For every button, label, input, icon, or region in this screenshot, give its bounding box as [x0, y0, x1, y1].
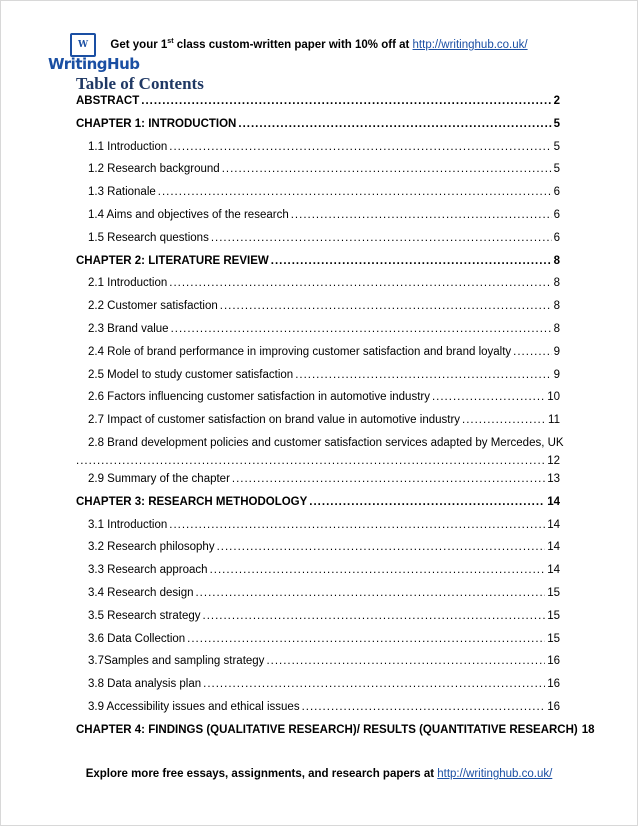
toc-entry-label: 2.4 Role of brand performance in improving customer satisfaction and brand loyalty — [88, 345, 512, 358]
toc-entry-label: 3.3 Research approach — [88, 564, 208, 577]
toc-entry[interactable] — [76, 676, 560, 699]
toc-entry-page: 11 — [548, 414, 560, 427]
toc-entry-label: 3.7Samples and sampling strategy — [88, 655, 265, 668]
toc-entry[interactable] — [76, 471, 560, 494]
footer-text: Explore more free essays, assignments, and research papers at — [85, 768, 438, 780]
toc-leader-dots — [220, 300, 552, 312]
toc-entry[interactable] — [76, 585, 560, 608]
toc-leader-dots — [232, 473, 545, 485]
toc-entry-page: 10 — [547, 391, 560, 404]
toc-entry-page: 8 — [553, 254, 560, 267]
toc-entry-label: 3.8 Data analysis plan — [88, 678, 202, 691]
toc-entry[interactable] — [76, 207, 560, 230]
toc-leader-dots — [222, 163, 552, 175]
footer-link[interactable]: http://writinghub.co.uk/ — [437, 768, 553, 780]
toc-entry[interactable] — [76, 389, 560, 412]
toc-leader-dots — [210, 564, 546, 576]
toc-leader-dots — [203, 610, 546, 622]
toc-entry-page: 5 — [553, 140, 560, 153]
toc-entry-label: CHAPTER 1: INTRODUCTION — [76, 117, 237, 130]
toc-entry-label: 3.5 Research strategy — [88, 609, 201, 622]
header-link[interactable]: http://writinghub.co.uk/ — [412, 38, 528, 51]
toc-entry[interactable] — [76, 367, 560, 390]
toc-entry-label: 2.9 Summary of the chapter — [88, 472, 230, 485]
promo-header — [0, 38, 638, 51]
toc-entry[interactable] — [76, 653, 560, 676]
toc-entry-page: 16 — [547, 655, 560, 668]
toc-entry[interactable] — [76, 631, 560, 654]
toc-leader-dots — [141, 95, 551, 107]
toc-leader-dots — [169, 277, 551, 289]
toc-entry[interactable] — [76, 253, 560, 276]
header-superscript: st — [167, 38, 174, 45]
toc-entry-page: 14 — [547, 564, 560, 577]
toc-entry-page: 9 — [553, 368, 560, 381]
toc-entry[interactable] — [76, 93, 560, 116]
toc-entry-page: 2 — [553, 95, 560, 107]
header-text-before: Get your 1 — [110, 38, 168, 51]
toc-entry-label: 2.6 Factors influencing customer satisfaction in automotive industry — [88, 391, 430, 404]
toc-entry-page: 15 — [547, 586, 560, 599]
toc-entry-label: 2.8 Brand development policies and customer satisfaction services adapted by Mercedes, UK — [88, 436, 564, 449]
toc-entry-label: 1.5 Research questions — [88, 231, 209, 244]
toc-entry[interactable] — [76, 562, 560, 585]
toc-entry[interactable] — [76, 321, 560, 344]
toc-entry-label: 1.4 Aims and objectives of the research — [88, 208, 289, 221]
toc-leader-dots — [169, 519, 545, 531]
toc-entry-page: 16 — [547, 678, 560, 691]
toc-entry-label: 2.2 Customer satisfaction — [88, 300, 218, 313]
toc-leader-dots — [187, 633, 545, 645]
toc-entry-page: 13 — [547, 472, 560, 485]
toc-entry[interactable] — [76, 184, 560, 207]
toc-entry-page: 9 — [553, 345, 560, 358]
table-of-contents — [76, 93, 595, 745]
toc-entry-page: 6 — [553, 186, 560, 199]
toc-entry[interactable] — [76, 139, 560, 162]
toc-leader-dots — [462, 414, 546, 426]
toc-entry-label: CHAPTER 4: FINDINGS (QUALITATIVE RESEARCH)/ RESULTS (QUANTITATIVE RESEARCH) — [76, 723, 578, 736]
toc-entry-page: 15 — [547, 609, 560, 622]
toc-entry-page: 8 — [553, 277, 560, 290]
toc-entry[interactable] — [76, 608, 560, 631]
toc-leader-dots — [171, 323, 552, 335]
toc-entry-label: 2.1 Introduction — [88, 277, 168, 290]
toc-entry[interactable] — [76, 412, 560, 435]
toc-entry-label: ABSTRACT — [76, 95, 140, 107]
toc-entry-label: 3.2 Research philosophy — [88, 541, 215, 554]
toc-entry-label: 1.1 Introduction — [88, 140, 168, 153]
toc-entry-label: CHAPTER 3: RESEARCH METHODOLOGY — [76, 495, 308, 508]
toc-entry-page: 8 — [553, 300, 560, 313]
toc-entry-page: 14 — [547, 518, 560, 531]
toc-entry[interactable] — [76, 494, 560, 517]
toc-entry[interactable] — [76, 116, 560, 139]
toc-entry[interactable] — [76, 517, 560, 540]
toc-entry-label: 3.6 Data Collection — [88, 632, 186, 645]
toc-entry-page: 5 — [553, 163, 560, 176]
toc-entry-label: 1.3 Rationale — [88, 186, 156, 199]
toc-entry-page: 12 — [547, 454, 560, 467]
toc-leader-dots — [203, 678, 545, 690]
toc-leader-dots — [291, 209, 552, 221]
toc-entry-page: 6 — [553, 208, 560, 221]
toc-entry-label: 2.7 Impact of customer satisfaction on brand value in automotive industry — [88, 414, 461, 427]
toc-leader-dots — [169, 141, 551, 153]
toc-entry-page: 18 — [581, 723, 595, 736]
toc-leader-dots — [195, 587, 545, 599]
logo-wordmark: WritingHub — [48, 55, 140, 73]
toc-entry-page: 8 — [553, 322, 560, 335]
toc-leader-dots — [302, 701, 546, 713]
header-text-after: class custom-written paper with 10% off at — [173, 38, 413, 51]
toc-entry[interactable] — [76, 435, 564, 471]
toc-leader-dots — [238, 118, 551, 130]
toc-entry-label: 1.2 Research background — [88, 163, 220, 176]
toc-entry[interactable] — [76, 275, 560, 298]
toc-entry[interactable] — [76, 539, 560, 562]
toc-entry-label: 2.5 Model to study customer satisfaction — [88, 368, 294, 381]
toc-leader-dots — [158, 186, 552, 198]
toc-leader-dots — [217, 541, 546, 553]
toc-leader-dots — [266, 655, 545, 667]
toc-entry[interactable] — [76, 298, 560, 321]
toc-entry[interactable] — [76, 230, 560, 253]
toc-entry[interactable] — [76, 722, 595, 745]
promo-footer — [0, 768, 638, 780]
toc-entry-label: 3.4 Research design — [88, 586, 194, 599]
toc-entry-label: 3.9 Accessibility issues and ethical issues — [88, 700, 300, 713]
toc-leader-dots — [76, 455, 545, 467]
toc-entry[interactable] — [76, 699, 560, 722]
toc-leader-dots — [309, 496, 545, 508]
toc-leader-dots — [211, 232, 552, 244]
toc-entry[interactable] — [76, 344, 560, 367]
toc-entry-page: 15 — [547, 632, 560, 645]
toc-entry-page: 14 — [547, 495, 560, 508]
toc-entry-page: 16 — [547, 700, 560, 713]
logo-badge-icon: W — [70, 33, 96, 57]
toc-leader-dots — [513, 346, 551, 358]
toc-entry-page: 6 — [553, 231, 560, 244]
toc-leader-dots — [432, 391, 545, 403]
toc-entry-page: 5 — [553, 117, 560, 130]
toc-title: Table of Contents — [76, 74, 204, 93]
toc-leader-dots — [295, 369, 551, 381]
toc-entry[interactable] — [76, 161, 560, 184]
toc-entry-label: CHAPTER 2: LITERATURE REVIEW — [76, 254, 269, 267]
toc-entry-label: 2.3 Brand value — [88, 322, 169, 335]
toc-leader-dots — [271, 255, 552, 267]
toc-entry-page: 14 — [547, 541, 560, 554]
toc-entry-label: 3.1 Introduction — [88, 518, 168, 531]
